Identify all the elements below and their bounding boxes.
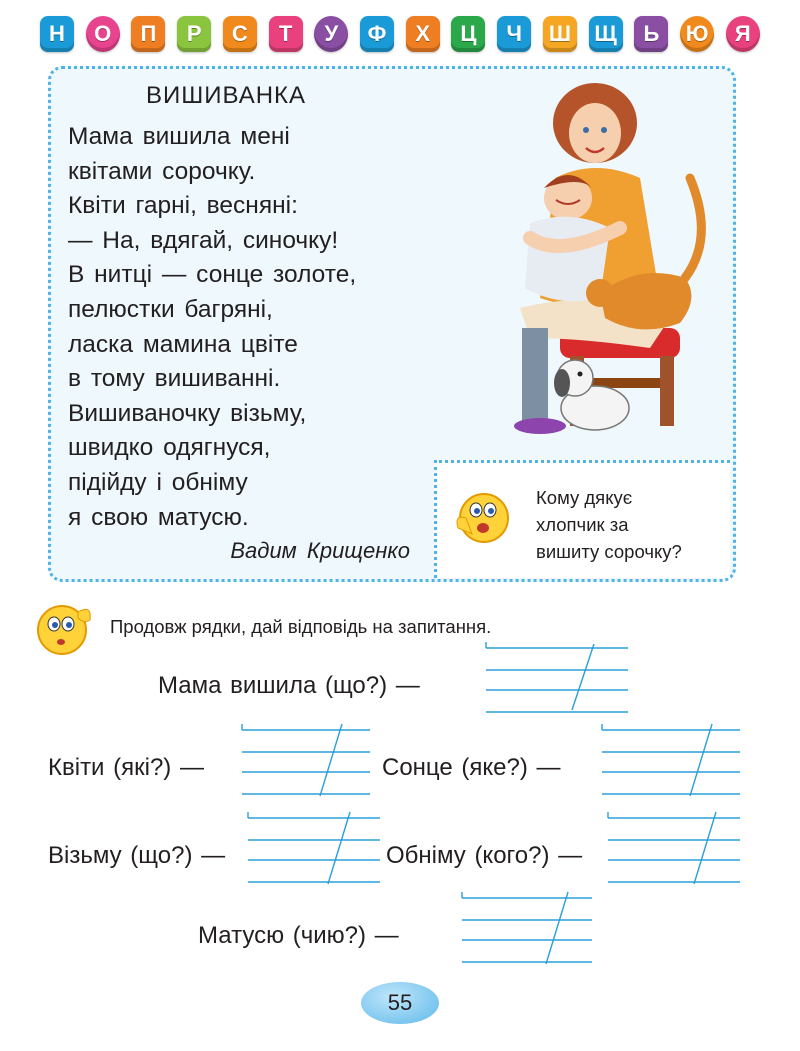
- poem-title: ВИШИВАНКА: [146, 82, 307, 109]
- poem-line: Квіти гарні, весняні:: [68, 192, 298, 220]
- poem-line: — На, вдягай, синочку!: [68, 226, 339, 254]
- writing-lines[interactable]: [482, 640, 630, 716]
- question-line: хлопчик за: [536, 514, 629, 535]
- question-line: Кому дякує: [536, 487, 633, 508]
- surprised-smiley-icon: [452, 484, 516, 548]
- poem-line: ласка мамина цвіте: [68, 330, 298, 358]
- poem-line: В нитці — сонце золоте,: [68, 261, 357, 289]
- letter-tile: Я: [726, 16, 760, 52]
- writing-lines[interactable]: [458, 888, 594, 966]
- prompt-sontse: Сонце (яке?) —: [382, 754, 561, 781]
- letter-tile: П: [131, 16, 165, 52]
- letter-tile: Щ: [589, 16, 623, 52]
- poem-line: в тому вишиванні.: [68, 365, 281, 393]
- writing-lines[interactable]: [238, 720, 372, 798]
- letter-tile: Ф: [360, 16, 394, 52]
- writing-lines[interactable]: [604, 808, 742, 886]
- poem-line: Мама вишила мені: [68, 123, 290, 150]
- prompt-mama: Мама вишила (що?) —: [158, 672, 420, 699]
- poem-line: квітами сорочку.: [68, 157, 256, 185]
- writing-lines[interactable]: [244, 808, 382, 886]
- letter-tile: С: [223, 16, 257, 52]
- prompt-obnimu: Обніму (кого?) —: [386, 842, 583, 869]
- letter-tile: Ч: [497, 16, 531, 52]
- thinking-smiley-icon: [32, 598, 98, 658]
- prompt-matusyu: Матусю (чию?) —: [198, 922, 399, 949]
- letter-tile: О: [86, 16, 120, 52]
- letter-tile: Р: [177, 16, 211, 52]
- question-text: [536, 484, 682, 565]
- letter-tile: Н: [40, 16, 74, 52]
- poem-author: Вадим Крищенко: [230, 538, 410, 563]
- poem-line: підійду і обніму: [68, 468, 248, 496]
- letter-tile: Ь: [634, 16, 668, 52]
- letter-tile: У: [314, 16, 348, 52]
- question-line: вишиту сорочку?: [536, 541, 682, 562]
- letter-tile: Х: [406, 16, 440, 52]
- poem-text: [68, 120, 356, 535]
- letter-tile: Ш: [543, 16, 577, 52]
- prompt-kvity: Квіти (які?) —: [48, 754, 204, 781]
- page-number: 55: [361, 982, 439, 1024]
- poem-line: швидко одягнуся,: [68, 434, 271, 462]
- prompt-vizmu: Візьму (що?) —: [48, 842, 226, 869]
- letter-tile: Т: [269, 16, 303, 52]
- letter-tile: Ц: [451, 16, 485, 52]
- writing-lines[interactable]: [598, 720, 742, 798]
- poem-line: я свою матусю.: [68, 503, 249, 531]
- alphabet-strip: [40, 14, 760, 54]
- mother-son-illustration: [500, 78, 730, 450]
- poem-line: Вишиваночку візьму,: [68, 399, 307, 427]
- task-instruction: Продовж рядки, дай відповідь на запитання.: [110, 616, 492, 637]
- letter-tile: Ю: [680, 16, 714, 52]
- poem-line: пелюстки багряні,: [68, 295, 273, 323]
